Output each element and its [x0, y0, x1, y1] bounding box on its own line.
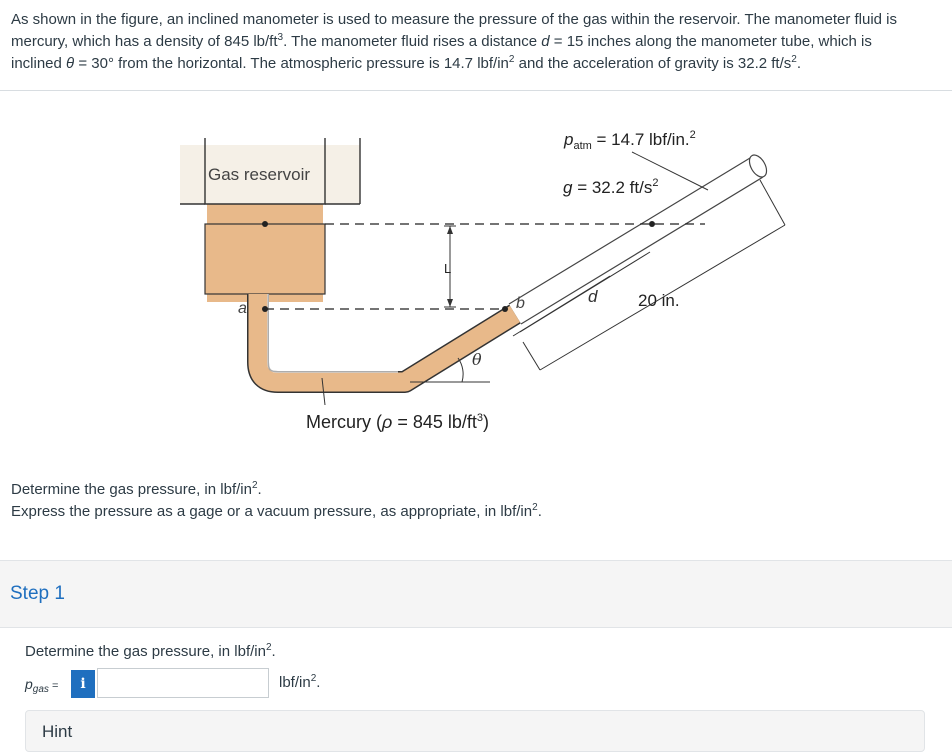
reservoir	[180, 138, 360, 302]
superscript: 3	[277, 32, 284, 43]
superscript: 2	[508, 54, 515, 65]
mercury-sup: 3	[476, 412, 483, 424]
g-sup: 2	[652, 177, 659, 189]
patm-sup: 2	[689, 129, 696, 141]
label-20in: 20 in.	[638, 291, 680, 310]
prompt-text: Determine the gas pressure, in lbf/in	[25, 643, 266, 660]
point-top	[649, 221, 655, 227]
hint-button[interactable]	[25, 710, 925, 752]
divider	[0, 90, 952, 91]
pgas-input[interactable]	[97, 668, 269, 698]
problem-text: As shown in the figure, an inclined manometer is used to measure the pressure of the gas within the reservoir. The manometer fluid is	[11, 11, 898, 28]
point-a	[262, 306, 268, 312]
answer-row	[25, 668, 425, 700]
g-value: = 32.2 ft/s	[572, 178, 653, 197]
tube-opening	[746, 152, 770, 180]
dim-20-ext	[523, 342, 540, 370]
question-line: Express the pressure as a gage or a vacuum pressure, as appropriate, in lbf/in	[11, 503, 533, 520]
reservoir-point	[262, 221, 268, 227]
unit-text: lbf/in	[279, 674, 311, 691]
rho-symbol: ρ	[382, 412, 393, 432]
hint-label: Hint	[42, 722, 73, 741]
pgas-label	[25, 676, 58, 695]
arrow-up	[447, 226, 453, 234]
mercury-label	[306, 412, 489, 432]
label-b: b	[516, 295, 525, 312]
superscript: 2	[791, 54, 797, 65]
var-p: p	[25, 676, 33, 692]
question-text	[11, 479, 542, 523]
dim-d-line	[513, 276, 610, 336]
g-label	[563, 177, 658, 197]
problem-statement	[11, 9, 941, 75]
question-line: .	[537, 503, 542, 520]
step-title: Step 1	[10, 583, 65, 604]
info-icon[interactable]: i	[71, 670, 95, 698]
superscript: 2	[251, 480, 258, 491]
problem-text: = 15 inches along the manometer tube, which is	[549, 33, 872, 50]
equals-sign: =	[48, 680, 59, 692]
unit-text: .	[316, 674, 321, 691]
label-L: L	[444, 261, 452, 276]
step-header	[0, 560, 952, 628]
question-line: .	[257, 481, 262, 498]
problem-text: mercury, which has a density of 845 lb/ft	[11, 33, 278, 50]
patm-symbol: p	[564, 130, 574, 149]
mercury-text: Mercury (	[306, 412, 382, 432]
answer-prompt	[25, 643, 276, 660]
problem-text: inclined	[11, 55, 67, 72]
superscript: 2	[265, 642, 272, 653]
problem-text: . The manometer fluid rises a distance	[283, 33, 542, 50]
label-theta: θ	[472, 350, 482, 369]
tube-highlight	[268, 294, 398, 372]
reservoir-body	[205, 224, 325, 294]
superscript: 2	[310, 673, 317, 684]
unit-label	[279, 674, 320, 691]
point-b	[502, 306, 508, 312]
dim-20-ext	[760, 180, 785, 225]
patm-sub: atm	[573, 140, 592, 152]
problem-text: .	[796, 55, 802, 72]
problem-text: = 30° from the horizontal. The atmospheric pressure is 14.7 lbf/in	[74, 55, 509, 72]
label-a: a	[238, 300, 247, 317]
mercury-close: )	[483, 412, 489, 432]
patm-label	[563, 129, 696, 152]
problem-text: and the acceleration of gravity is 32.2 ft/s	[514, 55, 792, 72]
patm-value: = 14.7 lbf/in.	[591, 130, 690, 149]
mercury-value: = 845 lb/ft	[392, 412, 477, 432]
gas-reservoir-label: Gas reservoir	[208, 165, 311, 184]
question-line: Determine the gas pressure, in lbf/in	[11, 481, 252, 498]
var-d: d	[541, 33, 550, 50]
arrow-down	[447, 299, 453, 307]
prompt-text: .	[271, 643, 276, 660]
var-theta: θ	[66, 55, 75, 72]
superscript: 2	[532, 502, 538, 513]
manometer-figure	[160, 100, 810, 460]
label-d: d	[588, 287, 598, 306]
var-sub: gas	[32, 684, 49, 695]
g-symbol: g	[563, 178, 573, 197]
